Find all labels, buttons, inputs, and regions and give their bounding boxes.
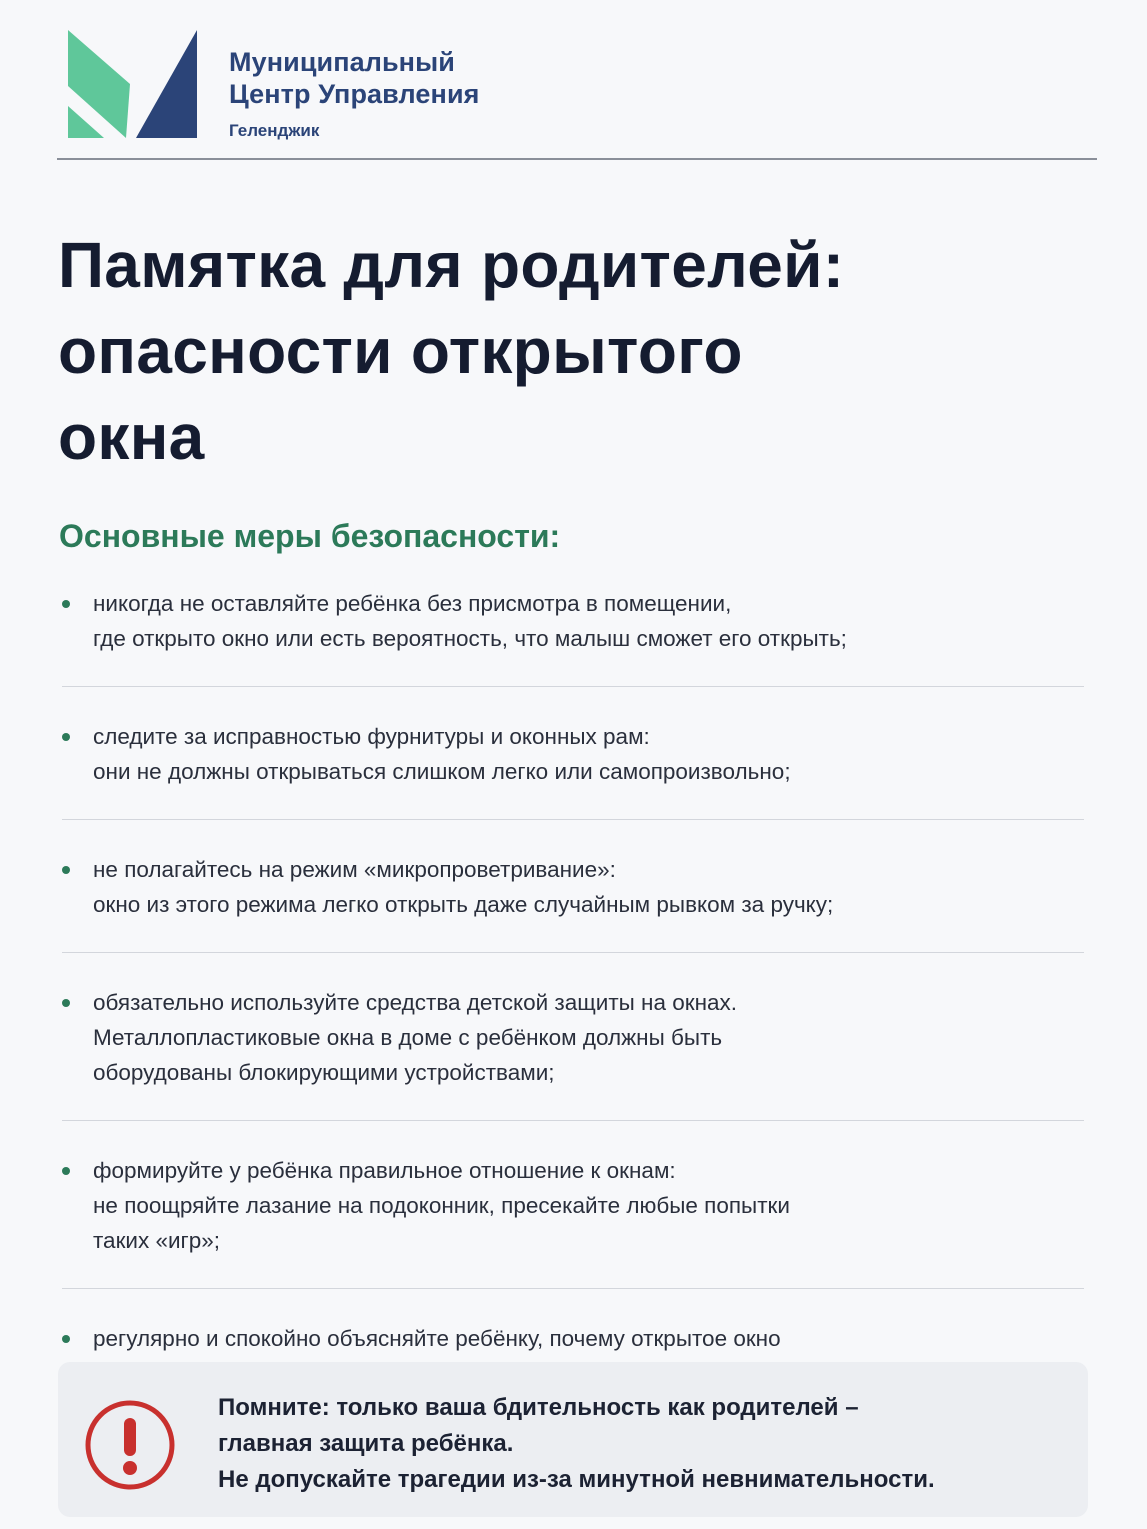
list-item xyxy=(62,985,1084,1090)
reminder-line1: Помните: только ваша бдительность как родителей – xyxy=(218,1394,859,1421)
section-subtitle: Основные меры безопасности: xyxy=(59,518,561,554)
list-item xyxy=(62,1153,1084,1258)
title-line3: окна xyxy=(58,401,205,473)
tip-line: следите за исправностью фурнитуры и оконных рам: xyxy=(93,724,650,749)
bullet-icon xyxy=(62,1167,70,1175)
org-city: Геленджик xyxy=(229,121,320,140)
tip-line: не полагайтесь на режим «микропроветривание»: xyxy=(93,857,616,882)
tip-line: формируйте у ребёнка правильное отношение к окнам: xyxy=(93,1158,676,1183)
reminder-box xyxy=(58,1362,1088,1517)
bullet-icon xyxy=(62,1335,70,1343)
divider xyxy=(62,1120,1084,1121)
bullet-icon xyxy=(62,999,70,1007)
bullet-icon xyxy=(62,866,70,874)
org-name-line1: Муниципальный xyxy=(229,47,455,77)
divider xyxy=(62,686,1084,687)
municipal-center-logo xyxy=(66,30,200,140)
reminder-line2: главная защита ребёнка. xyxy=(218,1430,514,1457)
tip-line: Металлопластиковые окна в доме с ребёнком должны быть xyxy=(93,1025,723,1050)
exclamation-circle-icon xyxy=(83,1398,177,1492)
tip-line: обязательно используйте средства детской защиты на окнах. xyxy=(93,990,738,1015)
divider xyxy=(62,1288,1084,1289)
tip-line: таких «игр»; xyxy=(93,1228,221,1253)
page-title xyxy=(58,222,844,480)
divider xyxy=(62,819,1084,820)
tip-line: где открыто окно или есть вероятность, что малыш сможет его открыть; xyxy=(93,626,847,651)
organization-name xyxy=(229,46,480,142)
org-name-line2: Центр Управления xyxy=(229,79,480,109)
tip-line: окно из этого режима легко открыть даже случайным рывком за ручку; xyxy=(93,892,834,917)
tip-line: регулярно и спокойно объясняйте ребёнку, почему открытое окно xyxy=(93,1326,781,1351)
reminder-text xyxy=(218,1390,935,1498)
tip-line: никогда не оставляйте ребёнка без присмотра в помещении, xyxy=(93,591,732,616)
title-line1: Памятка для родителей: xyxy=(58,229,845,301)
tip-line: не поощряйте лазание на подоконник, пресекайте любые попытки xyxy=(93,1193,790,1218)
header-divider xyxy=(57,158,1097,160)
divider xyxy=(62,952,1084,953)
tip-line: оборудованы блокирующими устройствами; xyxy=(93,1060,555,1085)
safety-tips-list xyxy=(62,586,1084,1391)
list-item xyxy=(62,586,1084,656)
list-item xyxy=(62,852,1084,922)
tip-line: они не должны открываться слишком легко или самопроизвольно; xyxy=(93,759,791,784)
bullet-icon xyxy=(62,600,70,608)
bullet-icon xyxy=(62,733,70,741)
list-item xyxy=(62,719,1084,789)
title-line2: опасности открытого xyxy=(58,315,743,387)
reminder-line3: Не допускайте трагедии из-за минутной невнимательности. xyxy=(218,1466,935,1493)
